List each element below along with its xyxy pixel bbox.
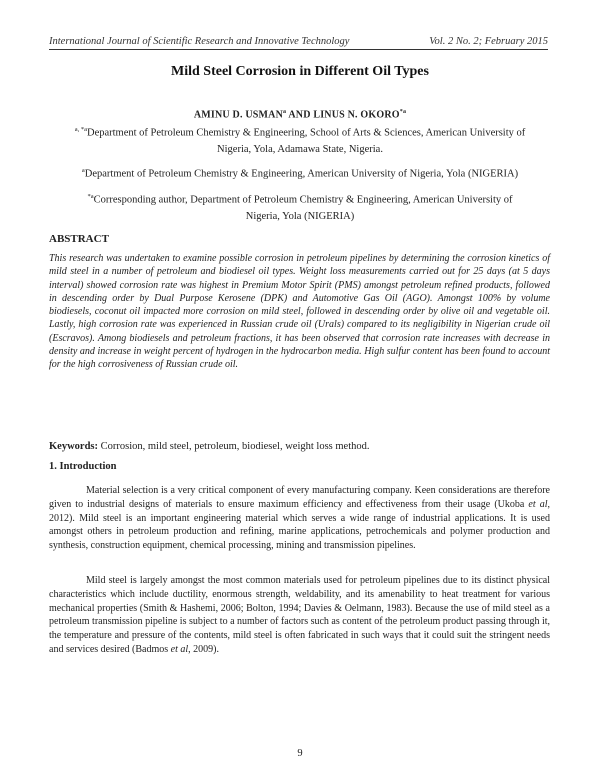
affiliation-2-text: Department of Petroleum Chemistry & Engineering, American University of Nigeria, Yola (NIGERIA) xyxy=(84,168,519,180)
abstract-body: This research was undertaken to examine possible corrosion in petroleum pipelines by determining the corrosion kinetics of mild steel in a number of petroleum and biodiesel oil types. Weight loss measurements carried out for 25 days (at 5 days interval) showed corrosion rate was highest in Premium Motor Spirit (PMS) amongst petroleum refined products, followed in descending order by Dual Purpose Kerosene (DPK) and Automotive Gas Oil (AGO). Amongst 100% by volume biodiesels, coconut oil impacted more corrosion on mild steel, followed in descending order by olive oil and vegetable oil. Lastly, high corrosion rate was experienced in Russian crude oil (Urals) compared to its negligibility in Nigerian crude oil (Escravos). Among biodiesels and petroleum fractions, it has been observed that corrosion rate increases with decrease in density and increase in weight percent of hydrogen in the hydrocarbon media. High sulfur content has been found to account for the high corrosiveness of Russian crude oil. xyxy=(49,253,550,371)
affiliation-3-sup: *a xyxy=(87,193,94,200)
affiliation-1 xyxy=(70,122,530,158)
page-number: 9 xyxy=(297,748,303,759)
author-line xyxy=(0,109,600,120)
affiliation-2-sup: a xyxy=(81,167,85,174)
keywords-label: Keywords: xyxy=(49,441,98,452)
abstract-heading: ABSTRACT xyxy=(49,233,109,245)
paragraph-text: , 2009). xyxy=(188,643,219,655)
journal-name: International Journal of Scientific Research and Innovative Technology xyxy=(49,36,350,47)
paragraph-italic: et al xyxy=(170,643,189,655)
paragraph-text: Material selection is a very critical component of every manufacturing company. Keen considerations are therefore given to industrial designs of materials to ensure maximum efficiency and effectiveness from their usage (Ukoba xyxy=(49,485,550,510)
keywords-text: Corrosion, mild steel, petroleum, biodiesel, weight loss method. xyxy=(98,441,370,452)
keywords xyxy=(49,441,550,452)
paper-title: Mild Steel Corrosion in Different Oil Types xyxy=(171,64,429,79)
running-header xyxy=(49,36,548,50)
affiliation-1-sup: a, *a xyxy=(74,126,87,133)
affiliation-3 xyxy=(70,189,530,225)
author-1-sup: a xyxy=(283,109,287,115)
affiliation-3-text: Corresponding author, Department of Petroleum Chemistry & Engineering, American University of Nigeria, Yola (NIGERIA) xyxy=(93,194,513,222)
paragraph xyxy=(49,574,550,657)
section-heading-introduction: 1. Introduction xyxy=(49,461,117,472)
author-connector: AND LINUS N. OKORO xyxy=(286,109,400,121)
author-2-sup: *a xyxy=(399,109,407,115)
author-1: AMINU D. USMAN xyxy=(193,109,284,121)
paragraph-text: , 2012). Mild steel is an important engineering material which serves a wide range of industrial applications. It is used amongst others in petroleum production and refining, marine applications, petrochemicals and polymer production and synthesis, construction equipment, chemical processing, mining and transmission pipelines. xyxy=(49,498,550,552)
affiliation-1-text: Department of Petroleum Chemistry & Engineering, School of Arts & Sciences, American University of Nigeria, Yola, Adamawa State, Nigeria. xyxy=(86,127,526,155)
affiliation-2 xyxy=(45,163,555,183)
issue-info: Vol. 2 No. 2; February 2015 xyxy=(429,36,548,47)
paragraph-text: Mild steel is largely amongst the most common materials used for petroleum pipelines due to its distinct physical characteristics which include ductility, enormous strength, weldability, and its amenability to heat treatment for various mechanical properties (Smith & Hashemi, 2006; Bolton, 1994; Davies & Oelmann, 1983). Because the use of mild steel as a petroleum transmission pipeline is subject to a number of factors such as content of the petroleum product passing through it, the temperature and pressure of the contents, mild steel is often fabricated in such ways that it could suit the stringent needs and services desired (Badmos xyxy=(49,575,551,655)
paragraph-italic: et al xyxy=(528,498,548,510)
paragraph xyxy=(49,484,550,553)
